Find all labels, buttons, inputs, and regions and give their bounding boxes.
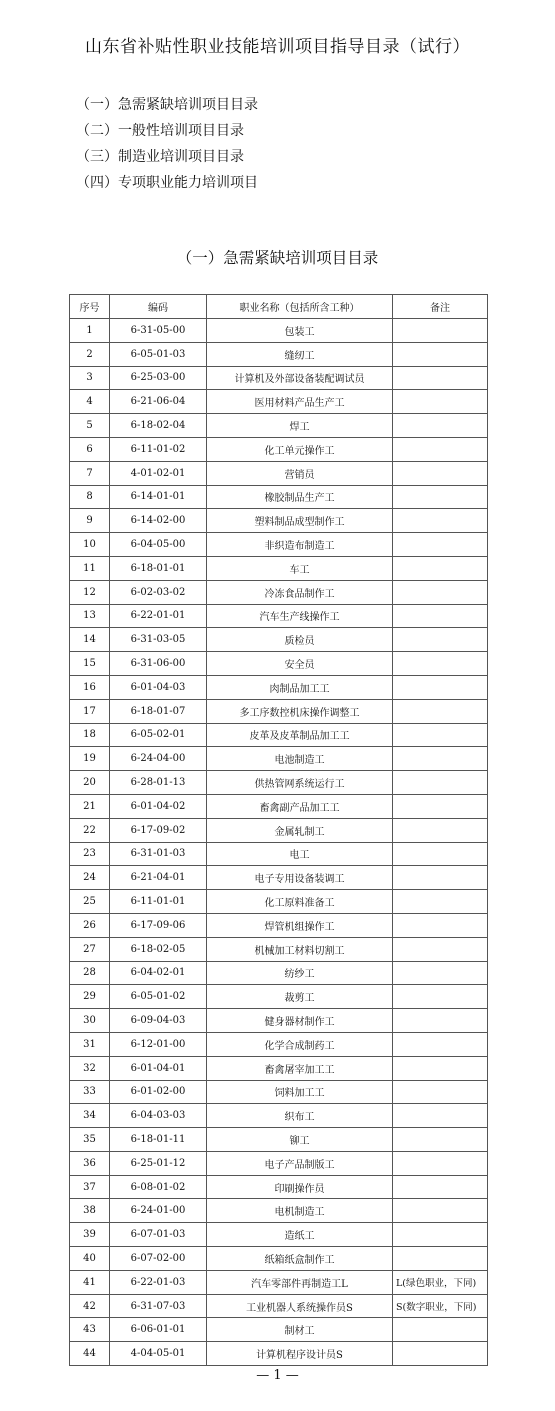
header-occupation: 职业名称（包括所含工种） — [207, 295, 393, 319]
table-row — [70, 580, 488, 604]
row-note — [393, 961, 488, 985]
occupation-code: 6-22-01-01 — [110, 604, 207, 628]
row-index: 27 — [70, 937, 110, 961]
occupation-name: 计算机及外部设备装配调试员 — [207, 366, 393, 390]
section-title: （一）急需紧缺培训项目目录 — [176, 249, 379, 267]
occupation-code: 6-07-01-03 — [110, 1223, 207, 1247]
occupation-name: 汽车生产线操作工 — [207, 604, 393, 628]
occupation-name: 畜禽屠宰加工工 — [207, 1056, 393, 1080]
occupation-code: 6-21-04-01 — [110, 866, 207, 890]
occupation-name: 化工原料准备工 — [207, 890, 393, 914]
row-index: 1 — [70, 319, 110, 343]
table-row — [70, 1342, 488, 1366]
row-note — [393, 1247, 488, 1271]
occupation-name: 饲料加工工 — [207, 1080, 393, 1104]
row-note — [393, 937, 488, 961]
table-row — [70, 556, 488, 580]
occupation-code: 6-04-05-00 — [110, 533, 207, 557]
row-note — [393, 485, 488, 509]
row-note — [393, 319, 488, 343]
row-index: 44 — [70, 1342, 110, 1366]
row-index: 34 — [70, 1104, 110, 1128]
occupation-code: 6-18-02-04 — [110, 414, 207, 438]
occupation-code: 6-01-04-03 — [110, 675, 207, 699]
occupation-name: 化学合成制药工 — [207, 1032, 393, 1056]
table-of-contents — [76, 95, 258, 199]
occupation-code: 6-24-04-00 — [110, 747, 207, 771]
occupation-code: 6-22-01-03 — [110, 1270, 207, 1294]
occupation-code: 6-04-03-03 — [110, 1104, 207, 1128]
occupation-code: 6-11-01-01 — [110, 890, 207, 914]
table-row — [70, 1294, 488, 1318]
row-note — [393, 1056, 488, 1080]
occupation-code: 6-12-01-00 — [110, 1032, 207, 1056]
occupation-code: 6-08-01-02 — [110, 1175, 207, 1199]
toc-item-4: （四）专项职业能力培训项目 — [76, 175, 258, 191]
occupation-name: 纺纱工 — [207, 961, 393, 985]
row-index: 8 — [70, 485, 110, 509]
header-index: 序号 — [70, 295, 110, 319]
occupation-code: 6-14-01-01 — [110, 485, 207, 509]
row-index: 4 — [70, 390, 110, 414]
occupation-name: 塑料制品成型制作工 — [207, 509, 393, 533]
row-index: 35 — [70, 1128, 110, 1152]
row-index: 12 — [70, 580, 110, 604]
occupation-code: 6-31-05-00 — [110, 319, 207, 343]
table-row — [70, 1247, 488, 1271]
row-index: 41 — [70, 1270, 110, 1294]
table-row — [70, 509, 488, 533]
occupation-code: 4-04-05-01 — [110, 1342, 207, 1366]
occupation-code: 6-31-07-03 — [110, 1294, 207, 1318]
row-index: 6 — [70, 437, 110, 461]
table-row — [70, 437, 488, 461]
occupation-code: 6-01-04-01 — [110, 1056, 207, 1080]
row-note — [393, 913, 488, 937]
row-index: 32 — [70, 1056, 110, 1080]
row-note — [393, 723, 488, 747]
row-note — [393, 437, 488, 461]
occupation-name: 焊管机组操作工 — [207, 913, 393, 937]
table-row — [70, 937, 488, 961]
row-note — [393, 985, 488, 1009]
occupation-code: 6-18-01-11 — [110, 1128, 207, 1152]
row-note — [393, 1199, 488, 1223]
row-note — [393, 1318, 488, 1342]
occupation-name: 电子产品制版工 — [207, 1151, 393, 1175]
occupation-code: 6-05-01-02 — [110, 985, 207, 1009]
occupation-code: 6-17-09-06 — [110, 913, 207, 937]
table-row — [70, 1009, 488, 1033]
occupation-code: 6-25-01-12 — [110, 1151, 207, 1175]
table-row — [70, 390, 488, 414]
table-row — [70, 1199, 488, 1223]
row-index: 29 — [70, 985, 110, 1009]
row-note — [393, 1175, 488, 1199]
occupation-name: 焊工 — [207, 414, 393, 438]
row-note — [393, 652, 488, 676]
occupation-code: 6-05-02-01 — [110, 723, 207, 747]
occupation-code: 6-06-01-01 — [110, 1318, 207, 1342]
occupation-name: 电机制造工 — [207, 1199, 393, 1223]
table-row — [70, 866, 488, 890]
table-row — [70, 1080, 488, 1104]
occupation-code: 6-02-03-02 — [110, 580, 207, 604]
toc-item-1: （一）急需紧缺培训项目目录 — [76, 97, 258, 113]
table-row — [70, 1318, 488, 1342]
row-note: S(数字职业，下同) — [393, 1294, 488, 1318]
row-note — [393, 1151, 488, 1175]
table-row — [70, 1270, 488, 1294]
table-row — [70, 319, 488, 343]
row-index: 24 — [70, 866, 110, 890]
occupation-name: 电池制造工 — [207, 747, 393, 771]
row-note — [393, 771, 488, 795]
occupation-code: 6-09-04-03 — [110, 1009, 207, 1033]
table-row — [70, 842, 488, 866]
occupation-name: 电工 — [207, 842, 393, 866]
row-note — [393, 390, 488, 414]
occupation-name: 健身器材制作工 — [207, 1009, 393, 1033]
table-row — [70, 818, 488, 842]
row-index: 36 — [70, 1151, 110, 1175]
row-index: 7 — [70, 461, 110, 485]
catalog-table — [69, 294, 488, 1366]
occupation-name: 医用材料产品生产工 — [207, 390, 393, 414]
row-index: 20 — [70, 771, 110, 795]
table-row — [70, 414, 488, 438]
row-index: 43 — [70, 1318, 110, 1342]
row-index: 37 — [70, 1175, 110, 1199]
row-note: L(绿色职业，下同) — [393, 1270, 488, 1294]
row-note — [393, 818, 488, 842]
occupation-code: 6-17-09-02 — [110, 818, 207, 842]
table-row — [70, 723, 488, 747]
occupation-code: 6-11-01-02 — [110, 437, 207, 461]
occupation-name: 电子专用设备装调工 — [207, 866, 393, 890]
row-note — [393, 366, 488, 390]
row-note — [393, 1223, 488, 1247]
table-row — [70, 366, 488, 390]
occupation-name: 印刷操作员 — [207, 1175, 393, 1199]
row-index: 14 — [70, 628, 110, 652]
occupation-name: 畜禽副产品加工工 — [207, 794, 393, 818]
occupation-code: 6-31-06-00 — [110, 652, 207, 676]
header-code: 编码 — [110, 295, 207, 319]
row-index: 16 — [70, 675, 110, 699]
page-number: — 1 — — [256, 1368, 299, 1383]
occupation-name: 橡胶制品生产工 — [207, 485, 393, 509]
occupation-name: 计算机程序设计员S — [207, 1342, 393, 1366]
row-index: 13 — [70, 604, 110, 628]
row-index: 42 — [70, 1294, 110, 1318]
occupation-code: 6-18-02-05 — [110, 937, 207, 961]
occupation-code: 6-18-01-07 — [110, 699, 207, 723]
row-note — [393, 509, 488, 533]
occupation-name: 车工 — [207, 556, 393, 580]
row-index: 19 — [70, 747, 110, 771]
row-index: 25 — [70, 890, 110, 914]
header-note: 备注 — [393, 295, 488, 319]
occupation-name: 肉制品加工工 — [207, 675, 393, 699]
occupation-name: 造纸工 — [207, 1223, 393, 1247]
occupation-name: 化工单元操作工 — [207, 437, 393, 461]
occupation-name: 工业机器人系统操作员S — [207, 1294, 393, 1318]
table-row — [70, 604, 488, 628]
occupation-name: 金属轧制工 — [207, 818, 393, 842]
row-index: 3 — [70, 366, 110, 390]
row-index: 9 — [70, 509, 110, 533]
occupation-code: 6-21-06-04 — [110, 390, 207, 414]
occupation-name: 裁剪工 — [207, 985, 393, 1009]
row-note — [393, 604, 488, 628]
row-index: 15 — [70, 652, 110, 676]
occupation-code: 6-24-01-00 — [110, 1199, 207, 1223]
row-note — [393, 747, 488, 771]
table-row — [70, 342, 488, 366]
occupation-name: 皮革及皮革制品加工工 — [207, 723, 393, 747]
table-row — [70, 985, 488, 1009]
occupation-name: 缝纫工 — [207, 342, 393, 366]
row-index: 11 — [70, 556, 110, 580]
occupation-code: 6-28-01-13 — [110, 771, 207, 795]
occupation-name: 非织造布制造工 — [207, 533, 393, 557]
table-row — [70, 628, 488, 652]
row-note — [393, 890, 488, 914]
row-note — [393, 1032, 488, 1056]
row-note — [393, 1104, 488, 1128]
occupation-name: 安全员 — [207, 652, 393, 676]
occupation-name: 铆工 — [207, 1128, 393, 1152]
table-row — [70, 533, 488, 557]
occupation-code: 6-01-04-02 — [110, 794, 207, 818]
row-index: 31 — [70, 1032, 110, 1056]
toc-item-3: （三）制造业培训项目目录 — [76, 149, 244, 165]
table-row — [70, 1056, 488, 1080]
occupation-code: 6-31-03-05 — [110, 628, 207, 652]
row-index: 10 — [70, 533, 110, 557]
table-row — [70, 771, 488, 795]
occupation-code: 6-25-03-00 — [110, 366, 207, 390]
table-row — [70, 1175, 488, 1199]
row-index: 18 — [70, 723, 110, 747]
occupation-name: 营销员 — [207, 461, 393, 485]
row-index: 28 — [70, 961, 110, 985]
table-row — [70, 747, 488, 771]
table-row — [70, 652, 488, 676]
table-row — [70, 1151, 488, 1175]
occupation-name: 纸箱纸盒制作工 — [207, 1247, 393, 1271]
row-note — [393, 628, 488, 652]
row-note — [393, 1080, 488, 1104]
occupation-code: 6-04-02-01 — [110, 961, 207, 985]
row-index: 40 — [70, 1247, 110, 1271]
document-title: 山东省补贴性职业技能培训项目指导目录（试行） — [85, 37, 470, 57]
row-note — [393, 461, 488, 485]
occupation-name: 冷冻食品制作工 — [207, 580, 393, 604]
table-row — [70, 1128, 488, 1152]
occupation-name: 质检员 — [207, 628, 393, 652]
table-row — [70, 461, 488, 485]
occupation-name: 供热管网系统运行工 — [207, 771, 393, 795]
row-index: 17 — [70, 699, 110, 723]
occupation-code: 6-18-01-01 — [110, 556, 207, 580]
row-index: 30 — [70, 1009, 110, 1033]
occupation-name: 制材工 — [207, 1318, 393, 1342]
table-row — [70, 913, 488, 937]
table-row — [70, 961, 488, 985]
occupation-code: 6-07-02-00 — [110, 1247, 207, 1271]
table-row — [70, 890, 488, 914]
row-note — [393, 1342, 488, 1366]
row-note — [393, 842, 488, 866]
row-note — [393, 699, 488, 723]
row-index: 26 — [70, 913, 110, 937]
row-note — [393, 1009, 488, 1033]
table-row — [70, 794, 488, 818]
table-row — [70, 1223, 488, 1247]
table-row — [70, 675, 488, 699]
row-index: 39 — [70, 1223, 110, 1247]
occupation-name: 机械加工材料切割工 — [207, 937, 393, 961]
toc-item-2: （二）一般性培训项目目录 — [76, 123, 244, 139]
table-row — [70, 485, 488, 509]
occupation-name: 汽车零部件再制造工L — [207, 1270, 393, 1294]
row-note — [393, 556, 488, 580]
table-row — [70, 1104, 488, 1128]
row-note — [393, 1128, 488, 1152]
row-note — [393, 533, 488, 557]
row-note — [393, 675, 488, 699]
row-index: 2 — [70, 342, 110, 366]
row-index: 33 — [70, 1080, 110, 1104]
row-index: 22 — [70, 818, 110, 842]
occupation-code: 6-01-02-00 — [110, 1080, 207, 1104]
row-note — [393, 414, 488, 438]
table-row — [70, 699, 488, 723]
occupation-name: 织布工 — [207, 1104, 393, 1128]
row-note — [393, 866, 488, 890]
table-header-row — [70, 295, 488, 319]
occupation-code: 6-14-02-00 — [110, 509, 207, 533]
occupation-code: 6-31-01-03 — [110, 842, 207, 866]
table-row — [70, 1032, 488, 1056]
row-index: 23 — [70, 842, 110, 866]
row-note — [393, 794, 488, 818]
row-note — [393, 342, 488, 366]
row-index: 5 — [70, 414, 110, 438]
row-note — [393, 580, 488, 604]
occupation-code: 4-01-02-01 — [110, 461, 207, 485]
occupation-name: 包装工 — [207, 319, 393, 343]
row-index: 21 — [70, 794, 110, 818]
occupation-name: 多工序数控机床操作调整工 — [207, 699, 393, 723]
row-index: 38 — [70, 1199, 110, 1223]
occupation-code: 6-05-01-03 — [110, 342, 207, 366]
